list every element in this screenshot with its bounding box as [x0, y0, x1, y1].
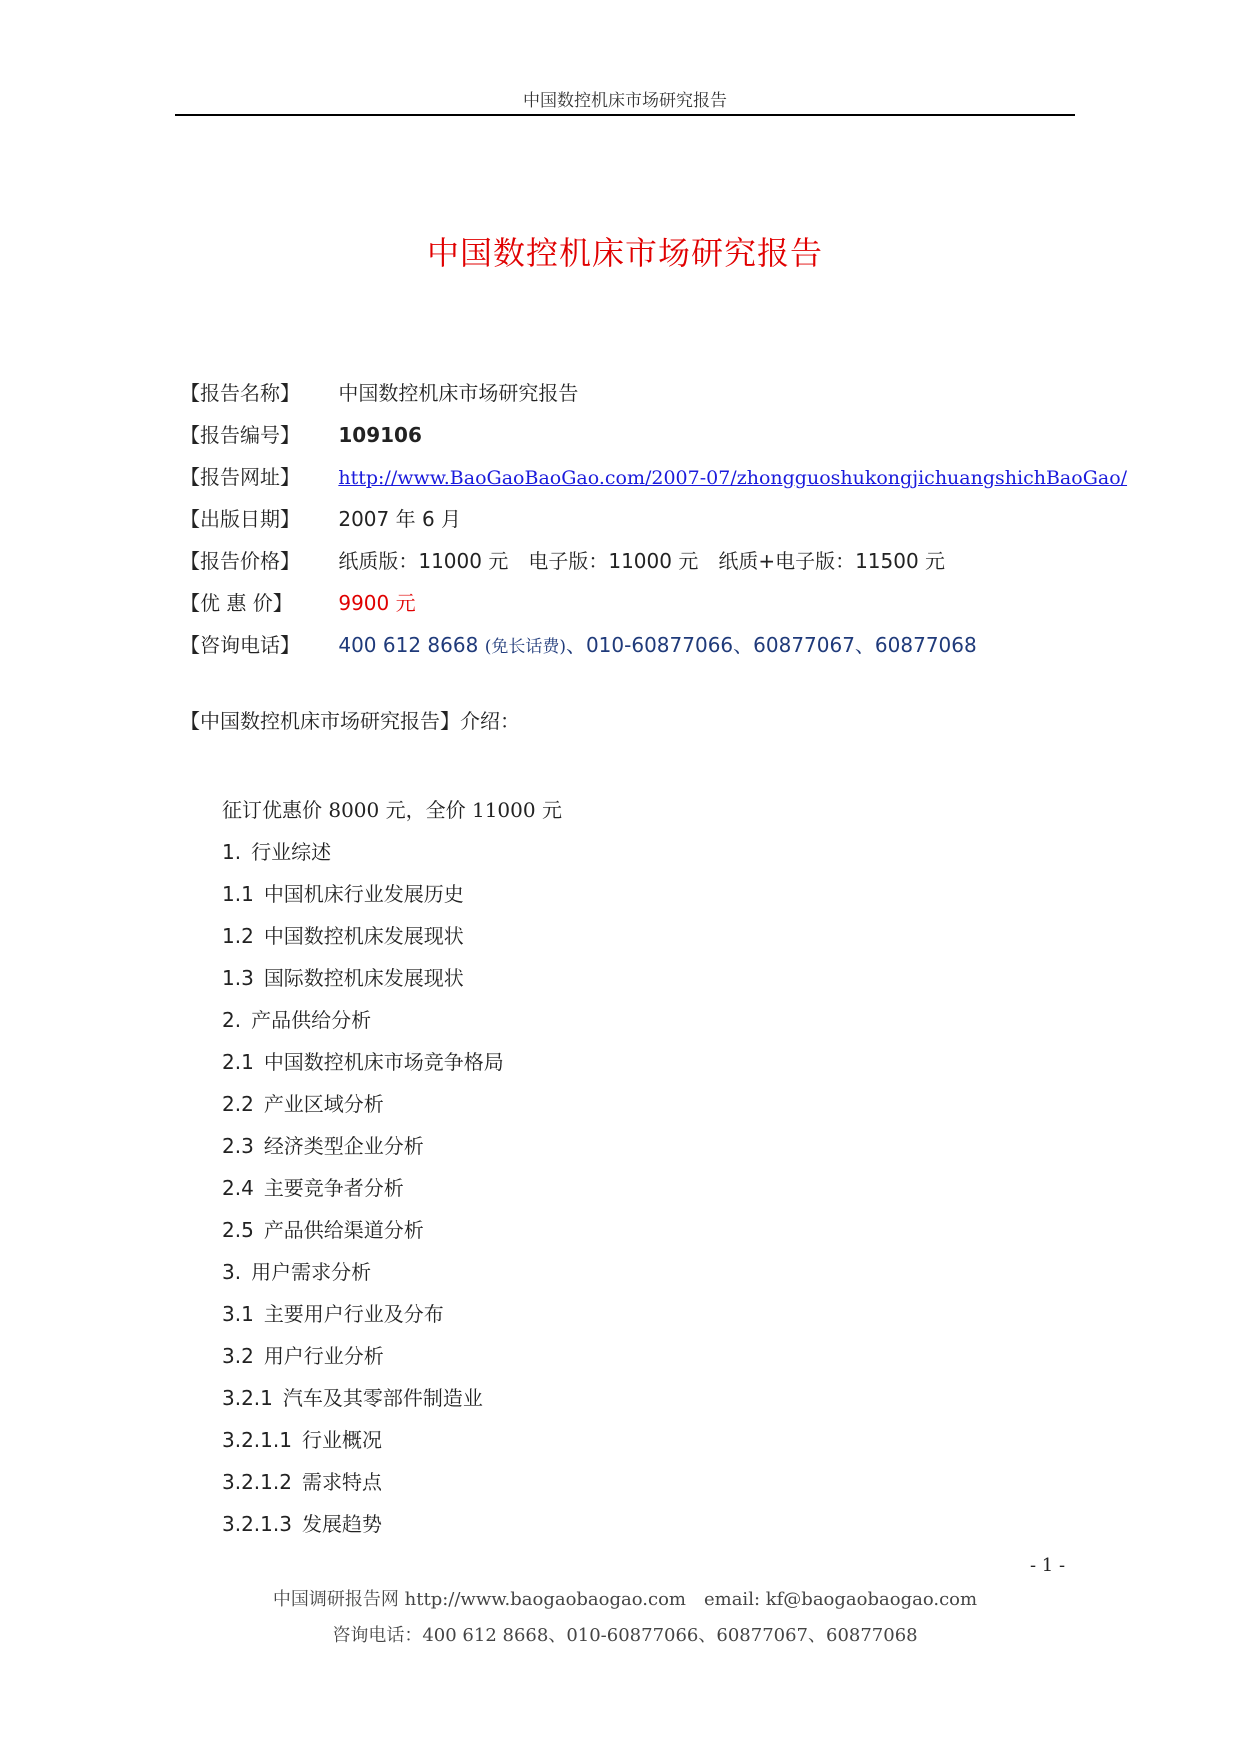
meta-value: 中国数控机床市场研究报告: [338, 381, 579, 405]
document-title: 中国数控机床市场研究报告: [426, 234, 823, 272]
toc-item-text: 国际数控机床发展现状: [263, 966, 464, 990]
toc-item: [222, 1503, 1022, 1545]
toc-item-number: 3.2.1.2: [222, 1470, 292, 1494]
toc-item-number: 1.1: [222, 882, 254, 906]
toc-item: [222, 789, 1022, 831]
toc-item: [222, 999, 1022, 1041]
toc-item: [222, 1461, 1022, 1503]
toc-item: [222, 1167, 1022, 1209]
toc-item-text: 中国机床行业发展历史: [263, 882, 464, 906]
toc-item-number: 2.3: [222, 1134, 254, 1158]
intro-heading: 【中国数控机床市场研究报告】介绍：: [180, 709, 520, 733]
toc-item: [222, 1083, 1022, 1125]
phone-number: 400 612 8668: [338, 633, 485, 657]
meta-row-phone: [180, 624, 1080, 666]
toc-item-text: 中国数控机床发展现状: [263, 924, 464, 948]
toc-item-number: 1.3: [222, 966, 254, 990]
toc-item-text: 产业区域分析: [263, 1092, 384, 1116]
toc-item-text: 主要用户行业及分布: [263, 1302, 444, 1326]
toc-item-text: 汽车及其零部件制造业: [282, 1386, 483, 1410]
toc-item-number: 3.1: [222, 1302, 254, 1326]
meta-row-code: [180, 414, 1080, 456]
toc-item-number: 3.2.1.3: [222, 1512, 292, 1536]
report-metadata: [180, 372, 1128, 666]
toc-item-text: 产品供给分析: [251, 1008, 372, 1032]
toc-item: [222, 1377, 1022, 1419]
toc-item-number: 2.4: [222, 1176, 254, 1200]
toc-item: [222, 831, 1022, 873]
meta-row-url: [180, 456, 1128, 498]
report-url-link[interactable]: http://www.BaoGaoBaoGao.com/2007-07/zhongguoshukongjichuangshichBaoGao/: [338, 467, 1128, 489]
price-list: 纸质版：11000 元 电子版：11000 元 纸质+电子版：11500 元: [338, 549, 946, 573]
toc-item-number: 1.: [222, 840, 242, 864]
toc-item-number: 2.1: [222, 1050, 254, 1074]
toc-item-number: 3.2.1: [222, 1386, 273, 1410]
footer-contact: 咨询电话：400 612 8668、010-60877066、60877067、60877068: [332, 1625, 918, 1646]
toc-item-number: 2.2: [222, 1092, 254, 1116]
toc-item-text: 行业概况: [301, 1428, 382, 1452]
footer-website: 中国调研报告网 http://www.baogaobaogao.com email: kf@baogaobaogao.com: [272, 1589, 978, 1610]
toc-item: [222, 915, 1022, 957]
report-code: 109106: [338, 423, 422, 447]
toll-free-note: (免长话费): [484, 637, 566, 657]
toc-item-number: 2.5: [222, 1218, 254, 1242]
phone-numbers-extra: 、010-60877066、60877067、60877068: [565, 633, 977, 657]
toc-item-number: 1.2: [222, 924, 254, 948]
running-header: 中国数控机床市场研究报告: [523, 91, 727, 111]
toc-item-text: 产品供给渠道分析: [263, 1218, 424, 1242]
toc-item-text: 需求特点: [301, 1470, 382, 1494]
toc-item: [222, 1335, 1022, 1377]
toc-item: [222, 1125, 1022, 1167]
toc-item: [222, 957, 1022, 999]
meta-label: 【报告名称】: [180, 381, 300, 405]
toc-item-text: 经济类型企业分析: [263, 1134, 424, 1158]
meta-label: 【优 惠 价】: [180, 591, 293, 615]
meta-label: 【报告网址】: [180, 465, 300, 489]
toc-item-number: 3.: [222, 1260, 242, 1284]
toc-item: [222, 1251, 1022, 1293]
discount-price: 9900 元: [338, 591, 416, 615]
table-of-contents: [222, 789, 1022, 1545]
toc-item-text: 主要竞争者分析: [263, 1176, 404, 1200]
meta-row-date: [180, 498, 1080, 540]
toc-item: [222, 1041, 1022, 1083]
meta-row-price: [180, 540, 1080, 582]
meta-row-name: [180, 372, 1080, 414]
toc-item-number: 3.2: [222, 1344, 254, 1368]
meta-label: 【报告价格】: [180, 549, 300, 573]
toc-item-text: 中国数控机床市场竞争格局: [263, 1050, 504, 1074]
toc-item-number: 3.2.1.1: [222, 1428, 292, 1452]
toc-item: [222, 1293, 1022, 1335]
toc-item-text: 发展趋势: [301, 1512, 382, 1536]
toc-item-text: 用户行业分析: [263, 1344, 384, 1368]
toc-item-text: 征订优惠价 8000 元，全价 11000 元: [222, 798, 562, 822]
meta-row-discount: [180, 582, 1080, 624]
meta-label: 【咨询电话】: [180, 633, 300, 657]
page-number: - 1 -: [1030, 1555, 1066, 1576]
header-divider: [175, 114, 1075, 116]
meta-label: 【报告编号】: [180, 423, 300, 447]
meta-label: 【出版日期】: [180, 507, 300, 531]
toc-item-text: 行业综述: [251, 840, 332, 864]
toc-item-number: 2.: [222, 1008, 242, 1032]
toc-item: [222, 1209, 1022, 1251]
publish-date: 2007 年 6 月: [338, 507, 462, 531]
toc-item: [222, 1419, 1022, 1461]
toc-item-text: 用户需求分析: [251, 1260, 372, 1284]
toc-item: [222, 873, 1022, 915]
